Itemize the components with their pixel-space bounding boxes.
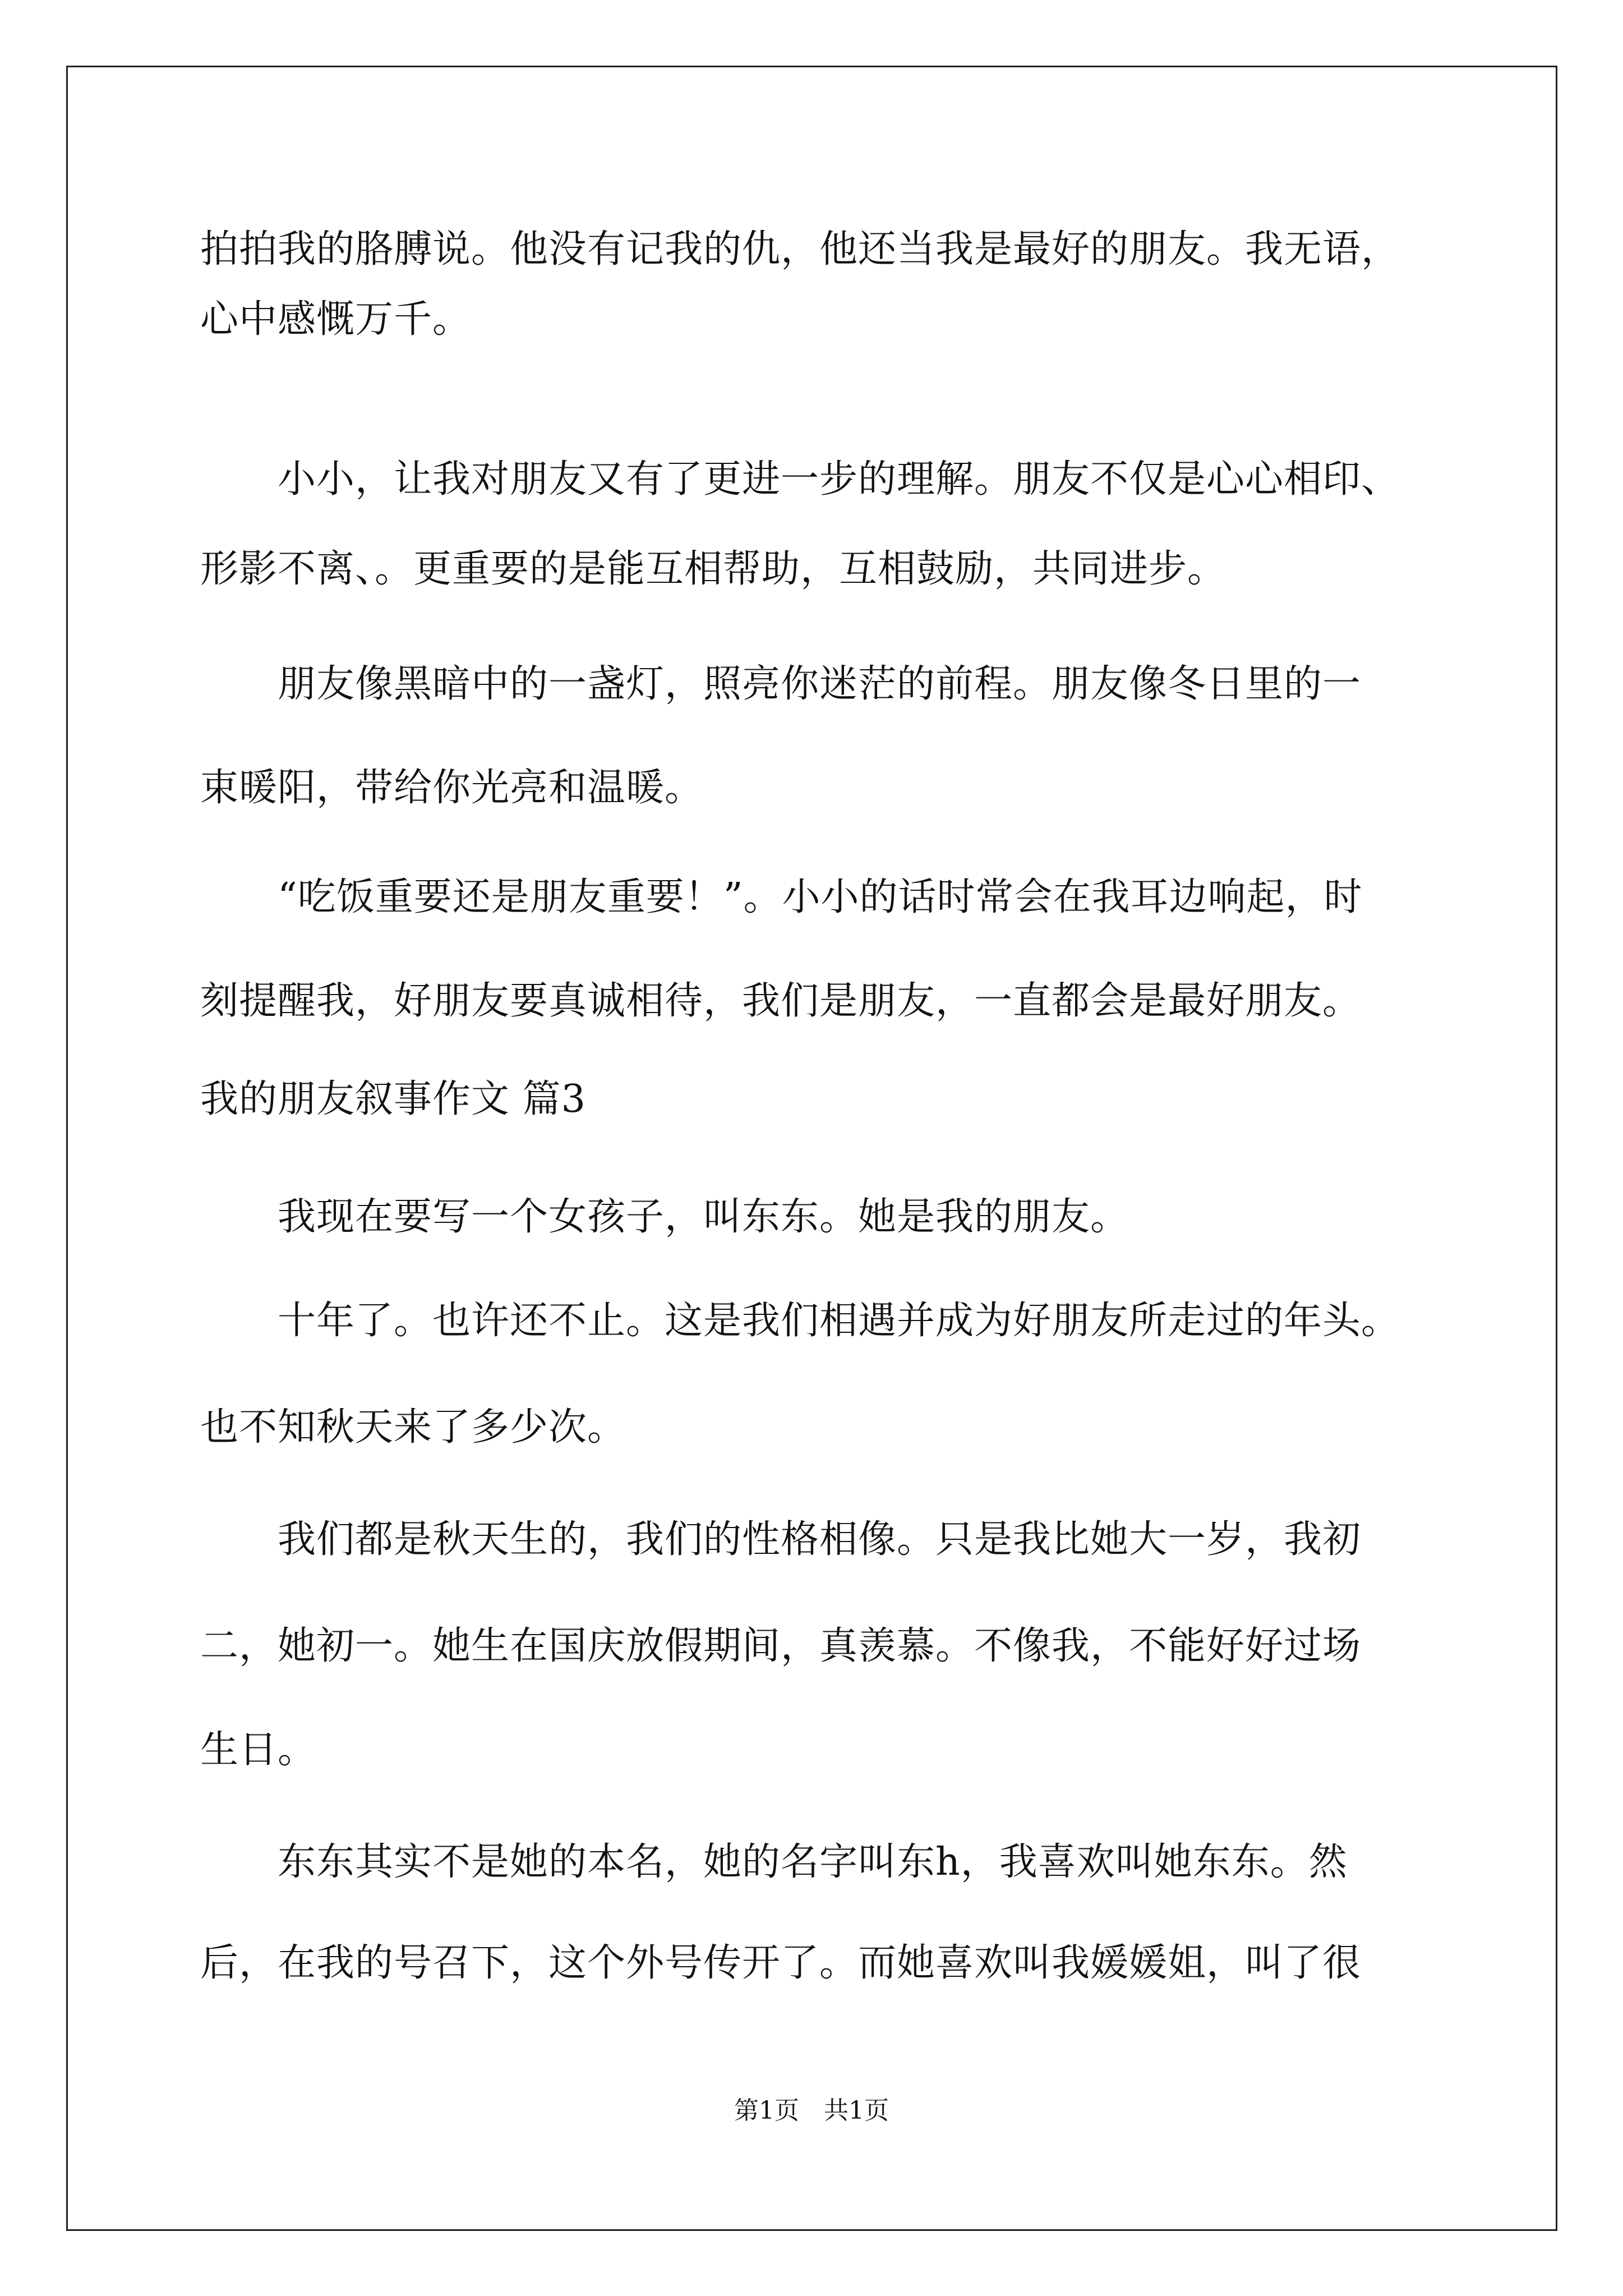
section-heading: 我的朋友叙事作文 篇3 (200, 1077, 586, 1121)
page-border (66, 66, 1557, 2231)
body-line: 朋友像黑暗中的一盏灯，照亮你迷茫的前程。朋友像冬日里的一 (200, 662, 1362, 706)
page-number-footer: 第1页 共1页 (734, 2096, 889, 2125)
body-line: 后，在我的号召下，这个外号传开了。而她喜欢叫我媛媛姐，叫了很 (200, 1941, 1362, 1985)
body-line: 束暖阳，带给你光亮和温暖。 (200, 766, 704, 810)
body-line: 东东其实不是她的本名，她的名字叫东h，我喜欢叫她东东。然 (200, 1840, 1348, 1884)
body-line: 我现在要写一个女孩子，叫东东。她是我的朋友。 (200, 1195, 1129, 1239)
body-line: 生日。 (200, 1728, 317, 1772)
body-line: 拍拍我的胳膊说。他没有记我的仇，他还当我是最好的朋友。我无语， (200, 227, 1400, 272)
body-line: 形影不离、。更重要的是能互相帮助，互相鼓励，共同进步。 (200, 547, 1227, 591)
body-line: “吃饭重要还是朋友重要！”。小小的话时常会在我耳边响起，时 (200, 875, 1363, 919)
body-line: 十年了。也许还不止。这是我们相遇并成为好朋友所走过的年头。 (200, 1299, 1400, 1343)
body-line: 二，她初一。她生在国庆放假期间，真羡慕。不像我，不能好好过场 (200, 1624, 1362, 1668)
body-line: 也不知秋天来了多少次。 (200, 1405, 626, 1450)
body-line: 我们都是秋天生的，我们的性格相像。只是我比她大一岁，我初 (200, 1517, 1362, 1562)
body-line: 小小，让我对朋友又有了更进一步的理解。朋友不仅是心心相印、 (200, 457, 1400, 501)
body-line: 心中感慨万千。 (200, 297, 472, 342)
body-line: 刻提醒我，好朋友要真诚相待，我们是朋友，一直都会是最好朋友。 (200, 979, 1362, 1023)
